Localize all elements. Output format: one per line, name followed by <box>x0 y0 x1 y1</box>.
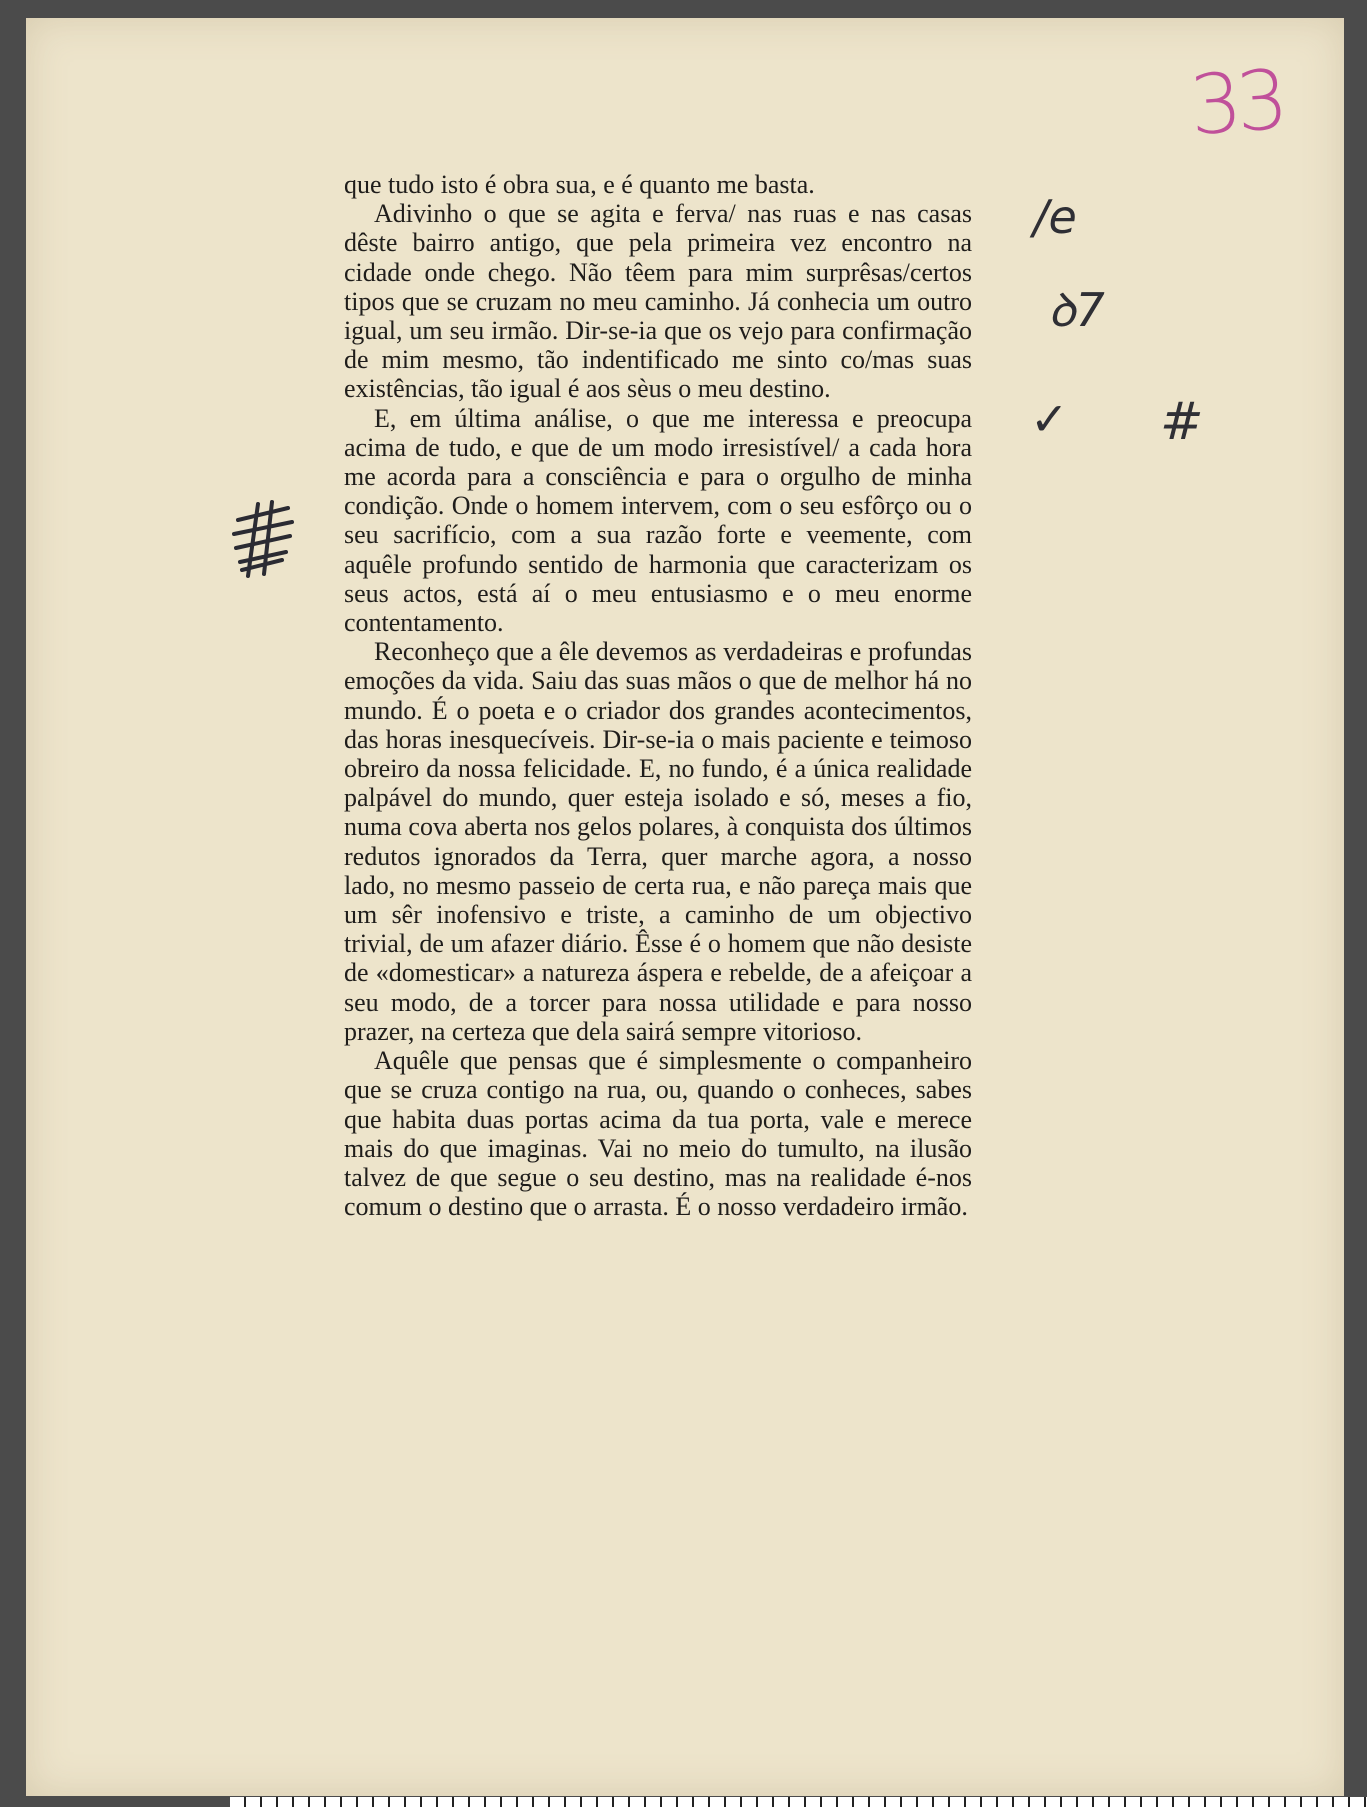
margin-mark-hash: # <box>1160 392 1204 452</box>
paragraph-3: E, em última análise, o que me interessa e preocupa acima de tudo, e que de um modo irresistível/ a cada hora me acorda para a consciência e para o orgulho de minha condição. Onde o homem intervem, com o seu esfôrço ou o seu sacrifício, com a sua razão forte e veemente, com aquêle profundo sentido de harmonia que caracterizam os seus actos, está aí o meu entusiasmo e o meu enorme contentamento. <box>344 403 972 638</box>
margin-mark-check: ✓ <box>1030 392 1069 446</box>
margin-mark-delete: ꝺ7 <box>1048 283 1105 337</box>
scan-ruler <box>230 1797 1367 1807</box>
handwritten-page-number: 33 <box>1186 52 1286 155</box>
body-text <box>344 170 972 1221</box>
margin-mark-slash-e: /e <box>1033 190 1077 244</box>
paragraph-4: Reconheço que a êle devemos as verdadeiras e profundas emoções da vida. Saiu das suas mãos o que de melhor há no mundo. É o poeta e o criador dos grandes acontecimentos, das horas inesquecíveis. Dir-se-ia o mais paciente e teimoso obreiro da nossa felicidade. E, no fundo, é a única realidade palpável do mundo, quer esteja isolado e só, meses a fio, numa cova aberta nos gelos polares, à conquista dos últimos redutos ignorados da Terra, quer marche agora, a nosso lado, no mesmo passeio de certa rua, e não pareça mais que um sêr inofensivo e triste, a caminho de um objectivo trivial, de um afazer diário. Êsse é o homem que não desiste de «domesticar» a natureza áspera e rebelde, de a afeiçoar a seu modo, de a torcer para nossa utilidade e para nosso prazer, na certeza que dela sairá sempre vitorioso. <box>344 637 972 1046</box>
paragraph-1: que tudo isto é obra sua, e é quanto me basta. <box>344 170 815 199</box>
ink-scribble-icon <box>228 500 300 580</box>
paragraph-5: Aquêle que pensas que é simplesmente o companheiro que se cruza contigo na rua, ou, quando o conheces, sabes que habita duas portas acima da tua porta, vale e merece mais do que imaginas. Vai no meio do tumulto, na ilusão talvez de que segue o seu destino, mas na realidade é-nos comum o destino que o arrasta. É o nosso verdadeiro irmão. <box>344 1046 972 1222</box>
paragraph-2: Adivinho o que se agita e ferva/ nas ruas e nas casas dêste bairro antigo, que pela primeira vez encontro na cidade onde chego. Não têem para mim surprêsas/certos tipos que se cruzam no meu caminho. Já conhecia um outro igual, um seu irmão. Dir-se-ia que os vejo para confirmação de mim mesmo, tão indentificado me sinto co/mas suas existências, tão igual é aos sèus o meu destino. <box>344 199 972 404</box>
